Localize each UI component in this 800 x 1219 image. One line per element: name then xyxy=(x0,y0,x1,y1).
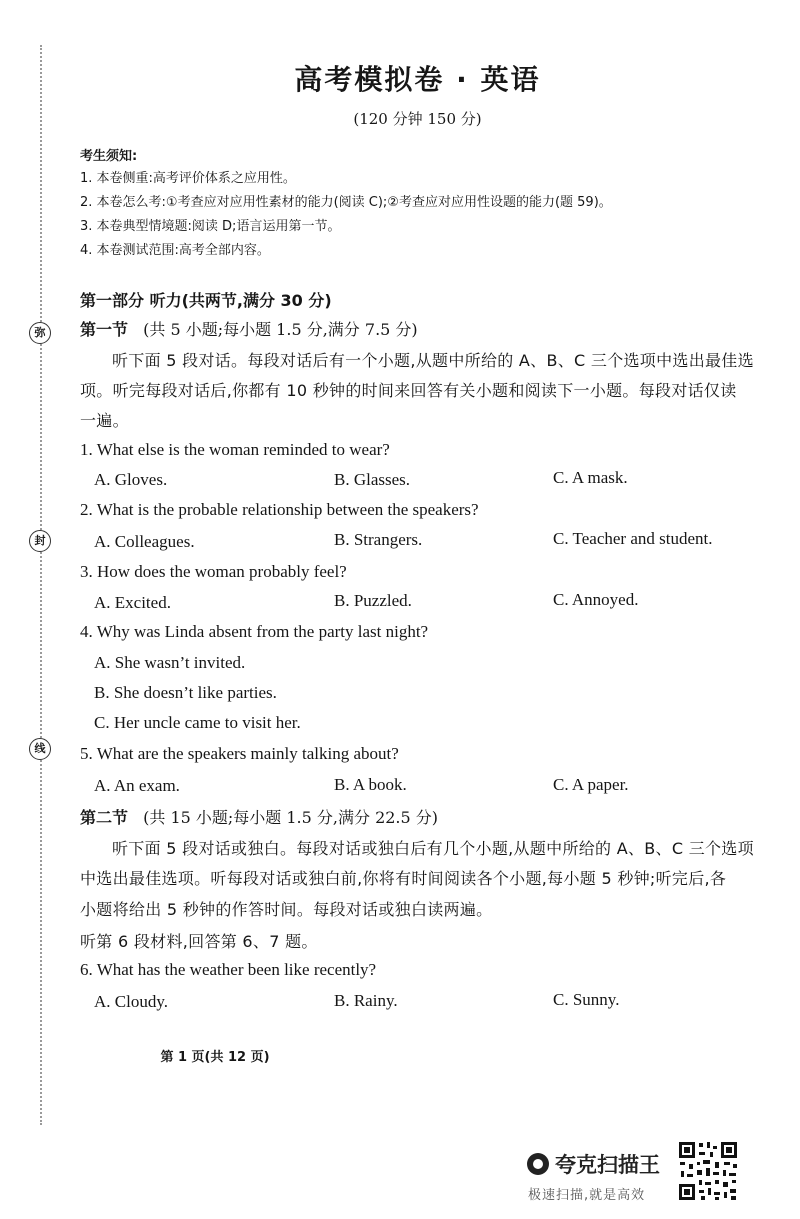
material-instruction: 听第 6 段材料,回答第 6、7 题。 xyxy=(80,932,318,951)
section-two-info: (共 15 小题;每小题 1.5 分,满分 22.5 分) xyxy=(143,808,439,827)
answer-option: C. A mask. xyxy=(553,468,628,487)
binding-mark-feng: 封 xyxy=(29,530,51,552)
exam-duration-score: (120 分钟 150 分) xyxy=(353,110,482,128)
question-stem: 6. What has the weather been like recently? xyxy=(80,960,377,979)
section-two-label: 第二节 xyxy=(80,808,129,827)
section-one-instruction-line: 听下面 5 段对话。每段对话后有一个小题,从题中所给的 A、B、C 三个选项中选出最佳选 xyxy=(112,351,754,370)
question-stem: 1. What else is the woman reminded to wear? xyxy=(80,440,390,459)
answer-option: A. An exam. xyxy=(94,776,180,795)
answer-option: A. Gloves. xyxy=(94,470,168,489)
answer-option: B. She doesn’t like parties. xyxy=(94,683,277,702)
scanner-logo-icon xyxy=(527,1153,549,1175)
section-two-heading xyxy=(80,805,438,828)
binding-dotted-line xyxy=(40,45,42,1125)
binding-mark-xian: 线 xyxy=(29,738,51,760)
qr-code-icon xyxy=(677,1140,739,1202)
binding-mark-mi: 弥 xyxy=(29,322,51,344)
note-item: 2. 本卷怎么考:①考查应对应用性素材的能力(阅读 C);②考查应对应用性设题的能力(题 59)。 xyxy=(80,195,612,210)
answer-option: C. Her uncle came to visit her. xyxy=(94,713,301,732)
note-item: 1. 本卷侧重:高考评价体系之应用性。 xyxy=(80,171,296,186)
answer-option: A. Colleagues. xyxy=(94,532,195,551)
section-two-instruction-line: 小题将给出 5 秒钟的作答时间。每段对话或独白读两遍。 xyxy=(80,900,493,919)
scanner-name: 夸克扫描王 xyxy=(555,1153,660,1177)
answer-option: C. Teacher and student. xyxy=(553,529,713,548)
question-stem: 4. Why was Linda absent from the party last night? xyxy=(80,622,429,641)
page-title: 高考模拟卷 · 英语 xyxy=(294,63,541,96)
question-stem: 3. How does the woman probably feel? xyxy=(80,562,347,581)
question-stem: 5. What are the speakers mainly talking about? xyxy=(80,744,399,763)
section-one-info: (共 5 小题;每小题 1.5 分,满分 7.5 分) xyxy=(143,320,418,339)
answer-option: C. A paper. xyxy=(553,775,629,794)
page-number: 第 1 页(共 12 页) xyxy=(160,1050,270,1065)
answer-option: B. Rainy. xyxy=(334,991,398,1010)
notes-heading: 考生须知: xyxy=(80,149,138,164)
section-one-label: 第一节 xyxy=(80,320,129,339)
section-two-instruction-line: 中选出最佳选项。听每段对话或独白前,你将有时间阅读各个小题,每小题 5 秒钟;听完后,各 xyxy=(80,869,727,888)
answer-option: B. Glasses. xyxy=(334,470,411,489)
part-one-heading: 第一部分 听力(共两节,满分 30 分) xyxy=(80,291,332,310)
note-item: 4. 本卷测试范围:高考全部内容。 xyxy=(80,243,270,258)
answer-option: B. Strangers. xyxy=(334,530,423,549)
scanner-logo xyxy=(527,1149,660,1179)
section-one-heading xyxy=(80,317,418,340)
answer-option: C. Sunny. xyxy=(553,990,620,1009)
answer-option: B. Puzzled. xyxy=(334,591,412,610)
question-stem: 2. What is the probable relationship between the speakers? xyxy=(80,500,479,519)
section-one-instruction-line: 一遍。 xyxy=(80,411,129,430)
answer-option: B. A book. xyxy=(334,775,407,794)
answer-option: A. She wasn’t invited. xyxy=(94,653,246,672)
note-item: 3. 本卷典型情境题:阅读 D;语言运用第一节。 xyxy=(80,219,341,234)
scanner-slogan: 极速扫描,就是高效 xyxy=(528,1188,646,1203)
answer-option: A. Excited. xyxy=(94,593,171,612)
section-one-instruction-line: 项。听完每段对话后,你都有 10 秒钟的时间来回答有关小题和阅读下一小题。每段对话仅读 xyxy=(80,381,737,400)
answer-option: A. Cloudy. xyxy=(94,992,168,1011)
answer-option: C. Annoyed. xyxy=(553,590,639,609)
section-two-instruction-line: 听下面 5 段对话或独白。每段对话或独白后有几个小题,从题中所给的 A、B、C 三个选项 xyxy=(112,839,754,858)
